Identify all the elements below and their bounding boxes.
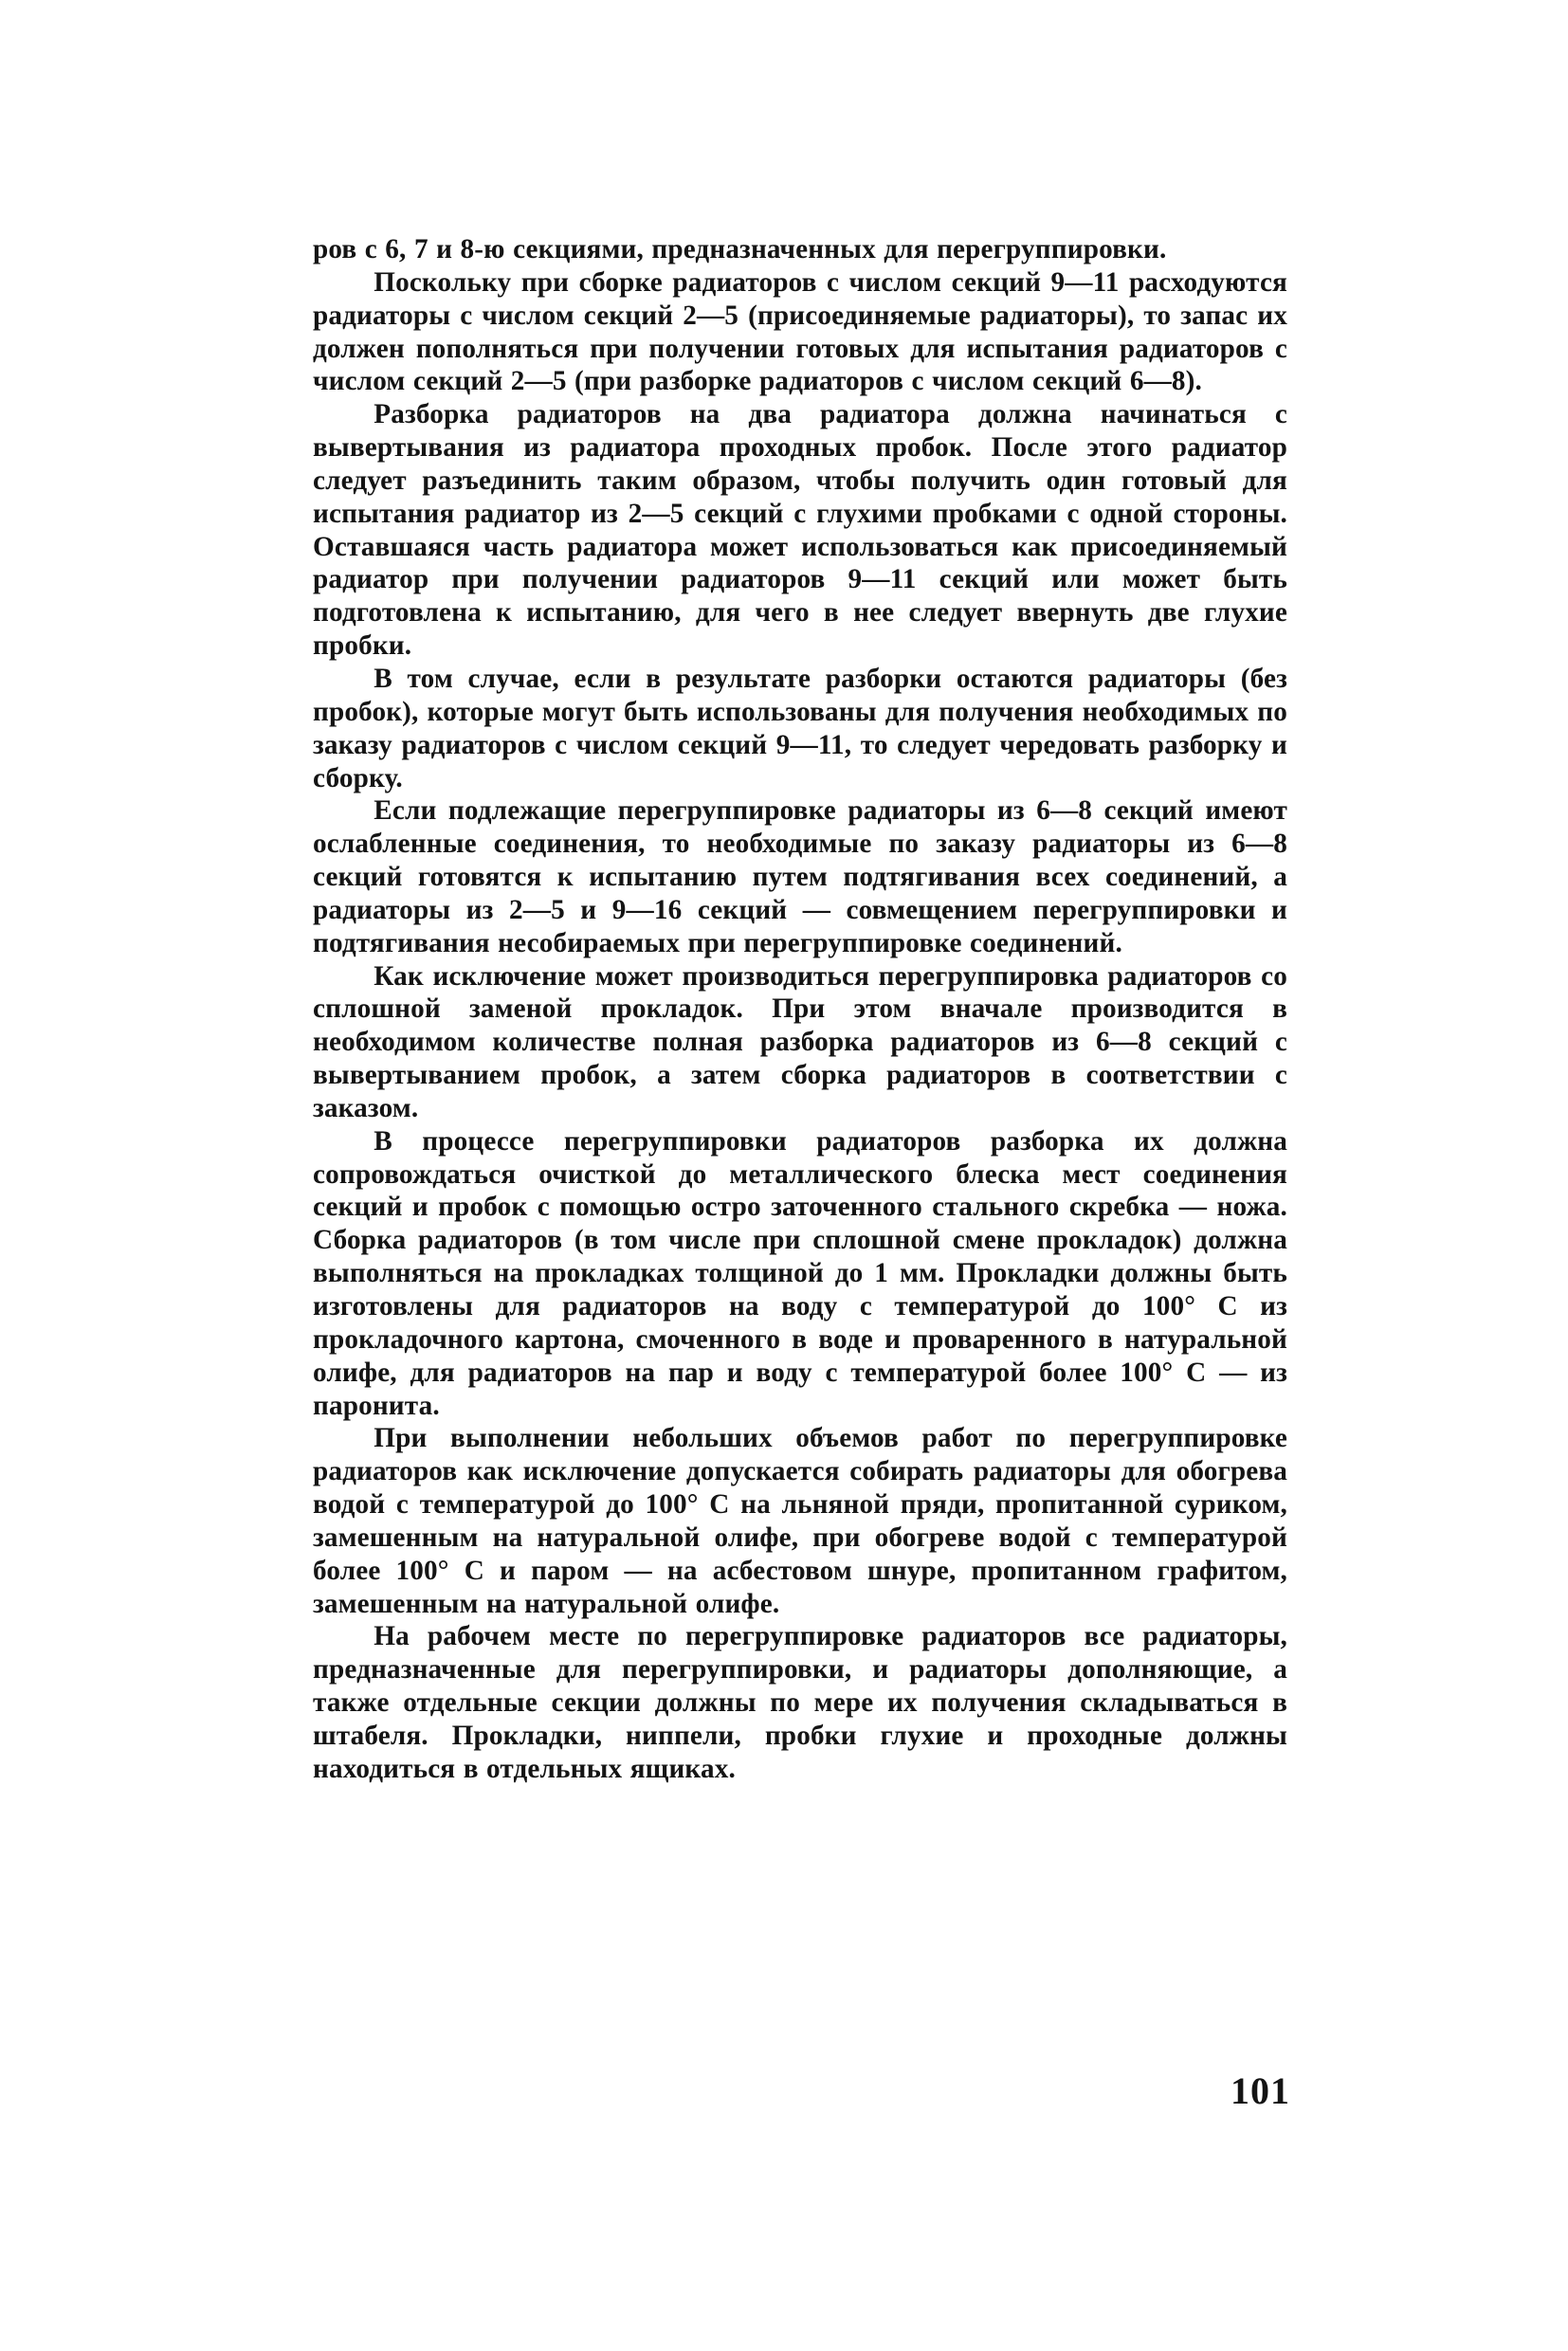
paragraph-assembly-stock: Поскольку при сборке радиаторов с числом секций 9—11 расходуются радиаторы с числом секций 2—5 (присоединяемые радиаторы), то запас их должен пополняться при получении готовых для испытания радиаторов с числом секций 2—5 (при разборке радиаторов с числом секций 6—8). xyxy=(313,266,1287,397)
paragraph-alternation: В том случае, если в результате разборки остаются радиаторы (без пробок), которые могут быть использованы для получения необходимых по заказу радиаторов с числом секций 9—11, то следует чередовать разборку и сборку. xyxy=(313,663,1287,793)
paragraph-workplace-storage: На рабочем месте по перегруппировке радиаторов все радиаторы, предназначенные для перегруппировки, и радиаторы дополняющие, а также отдельные секции должны по мере их получения складываться в штабеля. Прокладки, ниппели, пробки глухие и проходные должны находиться в отдельных ящиках. xyxy=(313,1621,1287,1784)
paragraph-cleaning-and-gaskets: В процессе перегруппировки радиаторов разборка их должна сопровождаться очисткой до металлического блеска мест соединения секций и пробок с помощью остро заточенного стального скребка — ножа. Сборка радиаторов (в том числе при сплошной смене прокладок) должна выполняться на прокладках толщиной до 1 мм. Прокладки должны быть изготовлены для радиаторов на воду с температурой до 100° С из прокладочного картона, смоченного в воде и проваренного в натуральной олифе, для радиаторов на пар и воду с температурой более 100° С — из паронита. xyxy=(313,1125,1287,1421)
body-text xyxy=(313,233,1287,1786)
paragraph-weakened-joints: Если подлежащие перегруппировке радиаторы из 6—8 секций имеют ослабленные соединения, то необходимые по заказу радиаторы из 6—8 секций готовятся к испытанию путем подтягивания всех соединений, а радиаторы из 2—5 и 9—16 секций — совмещением перегруппировки и подтягивания несобираемых при перегруппировке соединений. xyxy=(313,795,1287,958)
paragraph-gasket-replacement: Как исключение может производиться перегруппировка радиаторов со сплошной заменой прокладок. При этом вначале производится в необходимом количестве полная разборка радиаторов из 6—8 секций с вывертыванием пробок, а затем сборка радиаторов в соответствии с заказом. xyxy=(313,960,1287,1123)
page-number: 101 xyxy=(1231,2069,1290,2112)
paragraph-continuation: ров с 6, 7 и 8-ю секциями, предназначенных для перегруппировки. xyxy=(313,234,1167,264)
paragraph-disassembly: Разборка радиаторов на два радиатора должна начинаться с вывертывания из радиатора проходных пробок. После этого радиатор следует разъединить таким образом, чтобы получить один готовый для испытания радиатор из 2—5 секций с глухими пробками с одной стороны. Оставшаяся часть радиатора может использоваться как присоединяемый радиатор при получении радиаторов 9—11 секций или может быть подготовлена к испытанию, для чего в нее следует ввернуть две глухие пробки. xyxy=(313,399,1287,662)
paragraph-small-volume-work: При выполнении небольших объемов работ по перегруппировке радиаторов как исключение допускается собирать радиаторы для обогрева водой с температурой до 100° С на льняной пряди, пропитанной суриком, замешенным на натуральной олифе, при обогреве водой с температурой более 100° С и паром — на асбестовом шнуре, пропитанном графитом, замешенным на натуральной олифе. xyxy=(313,1423,1287,1619)
